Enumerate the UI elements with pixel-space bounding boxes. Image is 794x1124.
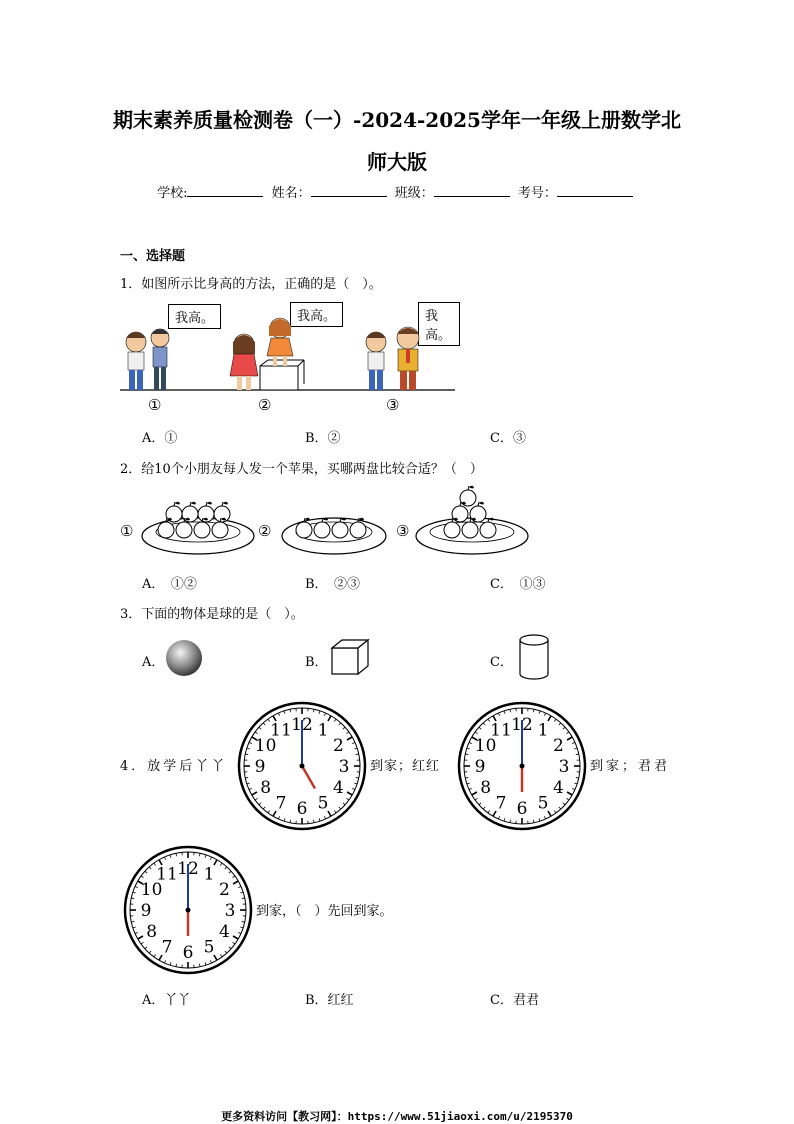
q3-option-b: B．: [305, 651, 328, 670]
child-figure: [151, 329, 169, 390]
clock-numeral: 11: [156, 865, 178, 885]
clock-numeral: 3: [339, 757, 350, 777]
clock-numeral: 7: [276, 793, 287, 813]
child-figure: [230, 334, 258, 390]
clock-numeral: 8: [146, 922, 157, 942]
question-4-text-part3: 到家；君君: [590, 755, 670, 774]
child-figure: [366, 332, 386, 390]
clock-numeral: 6: [517, 799, 528, 819]
clock-numeral: 12: [291, 715, 313, 735]
school-label: 学校:: [157, 186, 187, 201]
plate-label: ③: [396, 522, 409, 540]
speech-bubble: 我高。: [418, 302, 460, 346]
q4-option-a: A．丫丫: [142, 989, 190, 1008]
clock-numeral: 4: [333, 778, 344, 798]
clock-numeral: 4: [553, 778, 564, 798]
clock-numeral: 8: [480, 778, 491, 798]
question-4-text-part2: 到家；红红: [370, 755, 440, 774]
plate-icon: [416, 486, 528, 554]
q1-option-c: C．③: [490, 427, 526, 446]
clock-numeral: 12: [511, 715, 533, 735]
question-4-text-part4: 到家，（ ）先回到家。: [256, 900, 393, 919]
clock-numeral: 11: [490, 721, 512, 741]
clock-numeral: 8: [260, 778, 271, 798]
clock-numeral: 3: [559, 757, 570, 777]
clock-numeral: 7: [162, 937, 173, 957]
clock-numeral: 6: [183, 943, 194, 963]
figure-label: ③: [386, 396, 399, 414]
clock-numeral: 5: [318, 793, 329, 813]
q2-option-c: C． ①③: [490, 573, 545, 592]
clock-numeral: 10: [255, 736, 277, 756]
clock-numeral: 1: [538, 721, 549, 741]
clock-icon: [122, 844, 254, 976]
student-info-line: [0, 182, 794, 201]
cube-icon: [330, 638, 370, 678]
section-heading: 一、选择题: [120, 245, 185, 264]
question-2-text: 2．给10个小朋友每人发一个苹果，买哪两盘比较合适？（ ）: [120, 458, 483, 477]
clock-numeral: 1: [318, 721, 329, 741]
clock-numeral: 1: [204, 865, 215, 885]
question-1-figure: [120, 298, 460, 418]
number-label: 考号：: [518, 186, 557, 201]
plate-icon: [142, 502, 254, 554]
speech-bubble: 我高。: [290, 302, 343, 327]
clock-numeral: 4: [219, 922, 230, 942]
clock-numeral: 2: [553, 736, 564, 756]
question-1-text: 1．如图所示比身高的方法，正确的是（ ）。: [120, 273, 382, 292]
class-label: 班级：: [395, 186, 434, 201]
question-3-text: 3．下面的物体是球的是（ ）。: [120, 603, 304, 622]
clock-numeral: 7: [496, 793, 507, 813]
footer-link-text: 更多资料访问【教习网】：https://www.51jiaoxi.com/u/2195370: [0, 1108, 794, 1124]
cylinder-icon: [516, 632, 552, 682]
figure-label: ①: [148, 396, 161, 414]
box-icon: [260, 366, 298, 390]
number-blank: [557, 184, 633, 197]
clock-numeral: 11: [270, 721, 292, 741]
clock-numeral: 3: [225, 901, 236, 921]
q4-option-b: B．红红: [305, 989, 354, 1008]
clock-numeral: 5: [538, 793, 549, 813]
clock-numeral: 9: [475, 757, 486, 777]
name-blank: [311, 184, 387, 197]
clock-numeral: 2: [333, 736, 344, 756]
name-label: 姓名：: [272, 186, 311, 201]
clock-numeral: 10: [141, 880, 163, 900]
page-title-continued: 师大版: [0, 146, 794, 175]
q4-option-c: C．君君: [490, 989, 539, 1008]
q3-option-c: C．: [490, 651, 513, 670]
clock-numeral: 6: [297, 799, 308, 819]
page-title: 期末素养质量检测卷（一）-2024-2025学年一年级上册数学北: [0, 104, 794, 133]
clock-numeral: 2: [219, 880, 230, 900]
q2-option-b: B． ②③: [305, 573, 360, 592]
sphere-icon: [164, 638, 206, 678]
speech-bubble: 我高。: [168, 304, 221, 329]
child-figure: [267, 318, 293, 366]
clock-icon: [236, 700, 368, 832]
q2-option-a: A． ①②: [142, 573, 197, 592]
clock-numeral: 9: [255, 757, 266, 777]
child-figure: [126, 332, 146, 390]
question-4-text-part1: 4．放学后丫丫: [120, 755, 227, 774]
clock-numeral: 10: [475, 736, 497, 756]
apple-plates-illustration: [138, 480, 538, 560]
plate-icon: [282, 518, 386, 554]
q1-option-a: A．①: [142, 427, 177, 446]
plate-label: ①: [120, 522, 133, 540]
class-blank: [434, 184, 510, 197]
figure-label: ②: [258, 396, 271, 414]
child-figure: [397, 327, 419, 390]
school-blank: [187, 184, 263, 197]
clock-numeral: 5: [204, 937, 215, 957]
q1-option-b: B．②: [305, 427, 341, 446]
clock-numeral: 9: [141, 901, 152, 921]
q3-option-a: A．: [142, 651, 164, 670]
clock-numeral: 12: [177, 859, 199, 879]
clock-icon: [456, 700, 588, 832]
plate-label: ②: [258, 522, 271, 540]
height-comparison-illustration: [120, 298, 460, 418]
